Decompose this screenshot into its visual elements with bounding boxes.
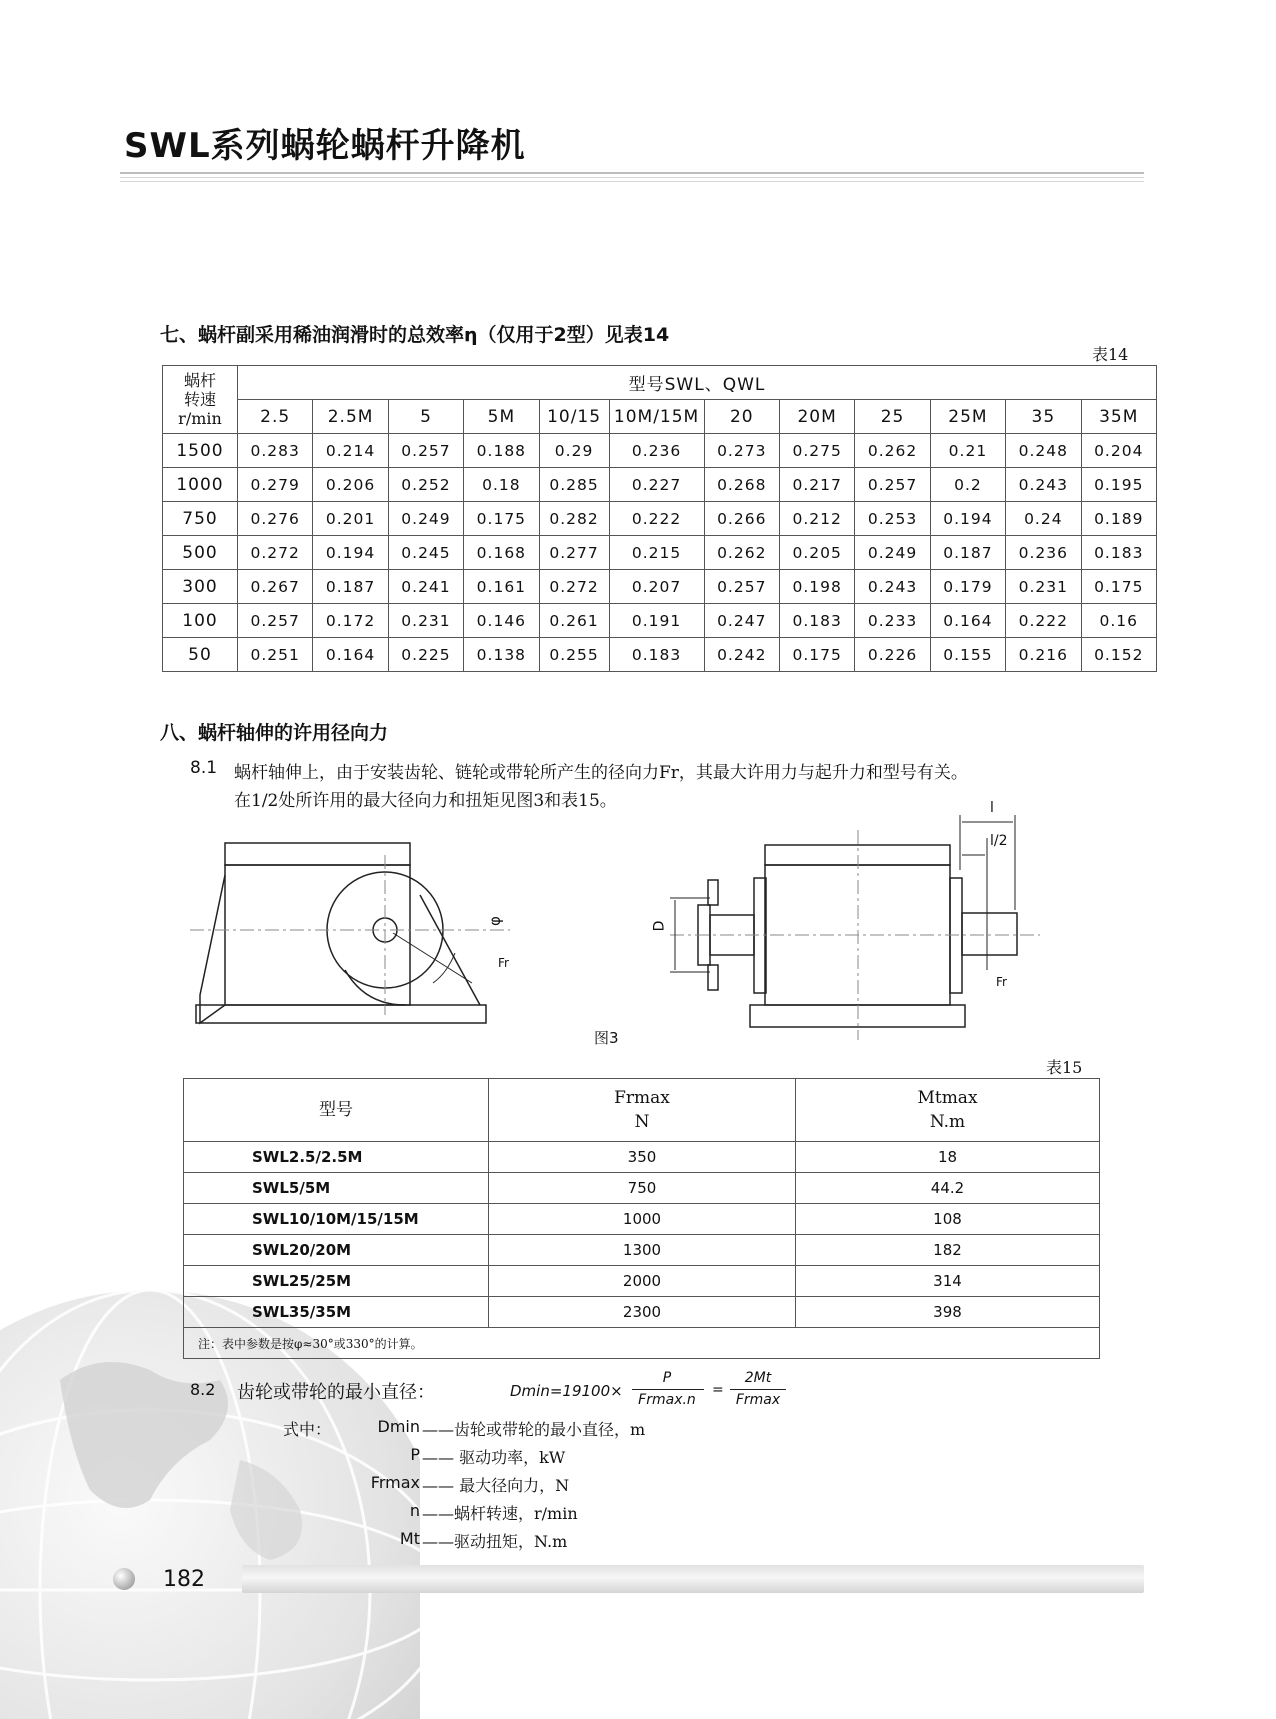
efficiency-cell: 0.172 (313, 604, 388, 638)
table14-group-header: 型号SWL、QWL (238, 366, 1157, 400)
efficiency-cell: 0.249 (855, 536, 930, 570)
formula-f2-bar (730, 1389, 786, 1390)
frmax-unit: N (634, 1112, 650, 1132)
table15-note-row (184, 1328, 1100, 1359)
frmax-cell: 2000 (489, 1266, 796, 1297)
efficiency-cell: 0.2 (930, 468, 1005, 502)
efficiency-cell: 0.183 (1081, 536, 1156, 570)
model-cell: SWL35/35M (184, 1297, 489, 1328)
efficiency-cell: 0.191 (609, 604, 704, 638)
table15-row (184, 1142, 1100, 1173)
model-cell: SWL5/5M (184, 1173, 489, 1204)
efficiency-cell: 0.257 (388, 434, 463, 468)
header-mtmax (796, 1079, 1100, 1142)
table14-column-header-row (163, 400, 1157, 434)
efficiency-cell: 0.285 (539, 468, 609, 502)
l-label: l (990, 800, 994, 816)
efficiency-cell: 0.257 (238, 604, 313, 638)
efficiency-cell: 0.29 (539, 434, 609, 468)
table15 (183, 1078, 1100, 1359)
frmax-cell: 1000 (489, 1204, 796, 1235)
efficiency-cell: 0.164 (313, 638, 388, 672)
table14-column-header: 10M/15M (609, 400, 704, 434)
efficiency-cell: 0.212 (779, 502, 854, 536)
efficiency-cell: 0.242 (704, 638, 779, 672)
efficiency-cell: 0.18 (464, 468, 539, 502)
rpm-cell: 100 (163, 604, 238, 638)
variable-symbol: n (409, 1501, 420, 1520)
variable-description: —— 最大径向力，N (422, 1476, 570, 1495)
efficiency-cell: 0.189 (1081, 502, 1156, 536)
table14-row (163, 570, 1157, 604)
efficiency-cell: 0.262 (704, 536, 779, 570)
table14-row (163, 468, 1157, 502)
d-label: D (651, 920, 668, 932)
efficiency-cell: 0.276 (238, 502, 313, 536)
efficiency-cell: 0.241 (388, 570, 463, 604)
formula-lhs: Dmin=19100× (510, 1382, 623, 1400)
mtmax-cell: 18 (796, 1142, 1100, 1173)
efficiency-cell: 0.275 (779, 434, 854, 468)
table14-column-header: 10/15 (539, 400, 609, 434)
header-rule-thin-2 (120, 181, 1144, 182)
table15-label: 表15 (1046, 1058, 1083, 1077)
mtmax-cell: 398 (796, 1297, 1100, 1328)
efficiency-cell: 0.226 (855, 638, 930, 672)
table14-row (163, 434, 1157, 468)
efficiency-cell: 0.277 (539, 536, 609, 570)
table14-label: 表14 (1092, 345, 1129, 364)
section8-heading: 八、蜗杆轴伸的许用径向力 (160, 722, 389, 744)
efficiency-cell: 0.282 (539, 502, 609, 536)
efficiency-cell: 0.251 (238, 638, 313, 672)
p82-text: 齿轮或带轮的最小直径： (237, 1382, 435, 1403)
efficiency-cell: 0.161 (464, 570, 539, 604)
fr-label-right: Fr (996, 975, 1007, 989)
header-model: 型号 (184, 1079, 489, 1142)
variable-description: ——驱动扭矩，N.m (422, 1532, 568, 1551)
efficiency-cell: 0.187 (930, 536, 1005, 570)
corner-line1: 蜗杆 (183, 371, 216, 390)
efficiency-cell: 0.217 (779, 468, 854, 502)
efficiency-cell: 0.16 (1081, 604, 1156, 638)
efficiency-cell: 0.262 (855, 434, 930, 468)
efficiency-cell: 0.168 (464, 536, 539, 570)
mtmax-label: Mtmax (917, 1088, 978, 1108)
efficiency-cell: 0.206 (313, 468, 388, 502)
phi-label: φ (485, 916, 504, 926)
table14 (162, 365, 1157, 672)
efficiency-cell: 0.272 (238, 536, 313, 570)
table15-row (184, 1266, 1100, 1297)
table14-header-row (163, 366, 1157, 400)
efficiency-cell: 0.231 (1006, 570, 1081, 604)
efficiency-cell: 0.243 (855, 570, 930, 604)
efficiency-cell: 0.146 (464, 604, 539, 638)
table14-column-header: 20 (704, 400, 779, 434)
rpm-cell: 1000 (163, 468, 238, 502)
page-bullet-dot (113, 1568, 135, 1590)
frmax-cell: 350 (489, 1142, 796, 1173)
table14-corner-cell (163, 366, 238, 434)
efficiency-cell: 0.155 (930, 638, 1005, 672)
efficiency-cell: 0.247 (704, 604, 779, 638)
efficiency-cell: 0.207 (609, 570, 704, 604)
rpm-cell: 750 (163, 502, 238, 536)
table15-body (184, 1142, 1100, 1328)
efficiency-cell: 0.175 (779, 638, 854, 672)
table14-column-header: 2.5 (238, 400, 313, 434)
table14-column-header: 20M (779, 400, 854, 434)
efficiency-cell: 0.273 (704, 434, 779, 468)
rpm-cell: 500 (163, 536, 238, 570)
model-cell: SWL20/20M (184, 1235, 489, 1266)
efficiency-cell: 0.204 (1081, 434, 1156, 468)
table14-row (163, 536, 1157, 570)
table14-row (163, 604, 1157, 638)
mtmax-unit: N.m (929, 1112, 966, 1132)
p81-number: 8.1 (190, 758, 218, 778)
formula-eq: = (712, 1382, 724, 1398)
efficiency-cell: 0.201 (313, 502, 388, 536)
figure3-caption: 图3 (594, 1029, 619, 1047)
rpm-cell: 50 (163, 638, 238, 672)
variable-description: —— 驱动功率，kW (422, 1448, 566, 1467)
variable-description: ——齿轮或带轮的最小直径，m (422, 1420, 646, 1439)
efficiency-cell: 0.243 (1006, 468, 1081, 502)
table15-row (184, 1235, 1100, 1266)
efficiency-cell: 0.231 (388, 604, 463, 638)
efficiency-cell: 0.188 (464, 434, 539, 468)
p82-number: 8.2 (190, 1380, 216, 1399)
efficiency-cell: 0.225 (388, 638, 463, 672)
efficiency-cell: 0.255 (539, 638, 609, 672)
footer-bar (242, 1565, 1144, 1593)
efficiency-cell: 0.195 (1081, 468, 1156, 502)
efficiency-cell: 0.215 (609, 536, 704, 570)
efficiency-cell: 0.268 (704, 468, 779, 502)
table15-row (184, 1204, 1100, 1235)
mtmax-cell: 182 (796, 1235, 1100, 1266)
p81-line2: 在1/2处所许用的最大径向力和扭矩见图3和表15。 (234, 791, 617, 811)
efficiency-cell: 0.205 (779, 536, 854, 570)
model-cell: SWL10/10M/15/15M (184, 1204, 489, 1235)
variable-symbol: Dmin (377, 1417, 420, 1436)
formula-f2-num: 2Mt (744, 1370, 772, 1386)
page-number: 182 (163, 1567, 205, 1592)
table14-column-header: 25M (930, 400, 1005, 434)
efficiency-cell: 0.183 (779, 604, 854, 638)
efficiency-cell: 0.245 (388, 536, 463, 570)
variable-prefix: 式中： (283, 1420, 332, 1439)
table15-row (184, 1173, 1100, 1204)
section7-heading: 七、蜗杆副采用稀油润滑时的总效率η（仅用于2型）见表14 (160, 324, 670, 346)
efficiency-cell: 0.214 (313, 434, 388, 468)
table15-note: 注：表中参数是按φ≈30°或330°的计算。 (184, 1328, 1100, 1359)
table14-column-header: 35M (1081, 400, 1156, 434)
table15-row (184, 1297, 1100, 1328)
efficiency-cell: 0.24 (1006, 502, 1081, 536)
rpm-cell: 1500 (163, 434, 238, 468)
efficiency-cell: 0.272 (539, 570, 609, 604)
efficiency-cell: 0.257 (855, 468, 930, 502)
efficiency-cell: 0.279 (238, 468, 313, 502)
table14-column-header: 5M (464, 400, 539, 434)
header-rule (120, 172, 1144, 174)
efficiency-cell: 0.233 (855, 604, 930, 638)
formula-f1-num: P (662, 1370, 672, 1386)
efficiency-cell: 0.164 (930, 604, 1005, 638)
mtmax-cell: 108 (796, 1204, 1100, 1235)
efficiency-cell: 0.253 (855, 502, 930, 536)
rpm-cell: 300 (163, 570, 238, 604)
efficiency-cell: 0.261 (539, 604, 609, 638)
efficiency-cell: 0.198 (779, 570, 854, 604)
variable-symbol: P (410, 1445, 420, 1464)
table15-header-row (184, 1079, 1100, 1142)
mtmax-cell: 314 (796, 1266, 1100, 1297)
figure3-left-drawing (190, 835, 520, 1025)
efficiency-cell: 0.257 (704, 570, 779, 604)
frmax-cell: 1300 (489, 1235, 796, 1266)
frmax-cell: 750 (489, 1173, 796, 1204)
efficiency-cell: 0.183 (609, 638, 704, 672)
table14-row (163, 502, 1157, 536)
variable-symbol: Mt (399, 1529, 420, 1548)
variable-symbol: Frmax (370, 1473, 420, 1492)
efficiency-cell: 0.266 (704, 502, 779, 536)
efficiency-cell: 0.179 (930, 570, 1005, 604)
page-title: SWL系列蜗轮蜗杆升降机 (124, 126, 526, 166)
mtmax-cell: 44.2 (796, 1173, 1100, 1204)
efficiency-cell: 0.216 (1006, 638, 1081, 672)
corner-line2: 转速 (183, 390, 216, 409)
efficiency-cell: 0.138 (464, 638, 539, 672)
p81-line1: 蜗杆轴伸上，由于安装齿轮、链轮或带轮所产生的径向力Fr，其最大许用力与起升力和型号有关。 (234, 763, 968, 783)
header-rule-thin (120, 177, 1144, 178)
efficiency-cell: 0.248 (1006, 434, 1081, 468)
efficiency-cell: 0.222 (1006, 604, 1081, 638)
table14-column-header: 2.5M (313, 400, 388, 434)
efficiency-cell: 0.187 (313, 570, 388, 604)
efficiency-cell: 0.21 (930, 434, 1005, 468)
frmax-cell: 2300 (489, 1297, 796, 1328)
efficiency-cell: 0.175 (464, 502, 539, 536)
table14-column-header: 5 (388, 400, 463, 434)
header-frmax (489, 1079, 796, 1142)
efficiency-cell: 0.227 (609, 468, 704, 502)
efficiency-cell: 0.252 (388, 468, 463, 502)
efficiency-cell: 0.222 (609, 502, 704, 536)
formula-f1-bar (632, 1389, 704, 1390)
efficiency-cell: 0.236 (609, 434, 704, 468)
frmax-label: Frmax (614, 1088, 670, 1108)
efficiency-cell: 0.236 (1006, 536, 1081, 570)
table14-row (163, 638, 1157, 672)
efficiency-cell: 0.152 (1081, 638, 1156, 672)
model-cell: SWL25/25M (184, 1266, 489, 1297)
efficiency-cell: 0.194 (930, 502, 1005, 536)
formula-f1-den: Frmax.n (638, 1392, 696, 1408)
table14-column-header: 25 (855, 400, 930, 434)
table14-column-header: 35 (1006, 400, 1081, 434)
variable-description: ——蜗杆转速，r/min (422, 1504, 578, 1523)
formula-f2-den: Frmax (735, 1392, 781, 1408)
efficiency-cell: 0.249 (388, 502, 463, 536)
efficiency-cell: 0.194 (313, 536, 388, 570)
corner-line3: r/min (178, 409, 222, 428)
model-cell: SWL2.5/2.5M (184, 1142, 489, 1173)
efficiency-cell: 0.175 (1081, 570, 1156, 604)
l-half-label: l/2 (990, 833, 1008, 849)
fr-label-left: Fr (498, 956, 509, 970)
efficiency-cell: 0.267 (238, 570, 313, 604)
efficiency-cell: 0.283 (238, 434, 313, 468)
